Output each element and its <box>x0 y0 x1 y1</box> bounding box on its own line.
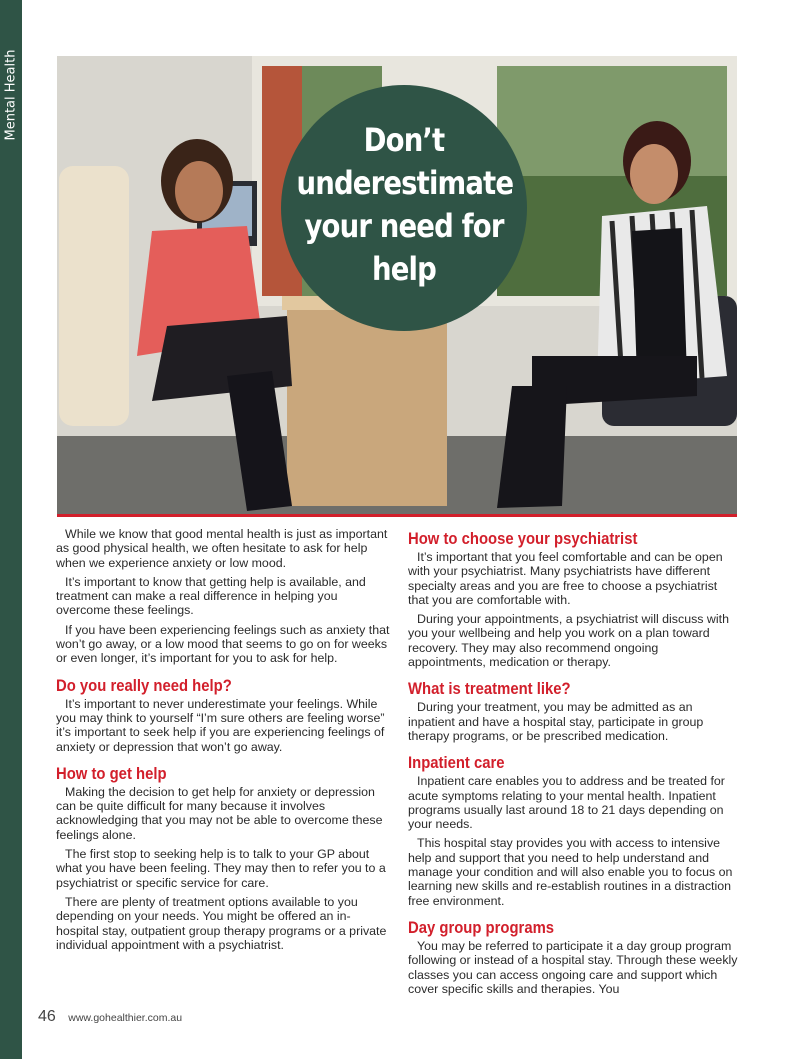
body-paragraph: It’s important that you feel comfortable and can be open with your psychiatrist. Many psychiatrists have different specialty areas and you are free to choose a psychiatrist that you are comfortable with. <box>408 550 723 607</box>
intro-paragraph: It’s important to know that getting help is available, and treatment can make a real difference in helping you overcome these feelings. <box>56 574 366 618</box>
body-paragraph: Inpatient care enables you to address and be treated for acute symptoms relating to your mental health. Inpatient programs usually last around 18 to 21 days depending on your needs. <box>408 774 725 832</box>
body-paragraph: This hospital stay provides you with access to intensive help and support that you need to help understand and manage your condition and will also enable you to focus on learning new skills and re-establish routines in a distraction free environment. <box>408 836 733 908</box>
body-paragraph: Making the decision to get help for anxiety or depression can be quite difficult for many because it involves acknowledging that you may not be able to overcome these feelings alone. <box>56 784 383 842</box>
intro-paragraph: If you have been experiencing feelings such as anxiety that won’t go away, or a low mood that seems to go on for weeks or even longer, it’s important for you to ask for help. <box>56 622 390 666</box>
photo-divider <box>57 514 737 517</box>
section-heading: How to choose your psychiatrist <box>408 530 638 548</box>
intro-paragraph: While we know that good mental health is just as important as good physical health, we often hesitate to ask for help when we experience anxiety or low mood. <box>56 527 388 570</box>
section-heading: Inpatient care <box>408 754 505 773</box>
section-heading: Do you really need help? <box>56 676 232 695</box>
website-url: www.gohealthier.com.au <box>68 1012 183 1024</box>
section-label: Mental Health <box>3 49 19 141</box>
headline-circle <box>281 85 527 331</box>
page-headline: Don’t underestimate your need for help <box>296 121 514 288</box>
section-heading: What is treatment like? <box>408 680 571 699</box>
page-number: 46 <box>38 1008 56 1025</box>
right-column <box>408 529 738 1001</box>
sidebar <box>0 0 22 1059</box>
section-heading: How to get help <box>56 764 167 783</box>
section-heading: Day group programs <box>408 918 555 937</box>
page-footer <box>38 1008 182 1026</box>
left-column <box>56 527 390 957</box>
body-paragraph: During your treatment, you may be admitted as an inpatient and have a hospital stay, participate in group therapy programs, or be prescribed medication. <box>408 700 704 743</box>
body-paragraph: There are plenty of treatment options available to you depending on your needs. You might be offered an in-hospital stay, outpatient group therapy programs or a private individual appointment with a psychiatrist. <box>56 894 387 952</box>
body-paragraph: During your appointments, a psychiatrist will discuss with you your wellbeing and help you work on a plan toward recovery. They may also recommend ongoing appointments, medication or therapy. <box>408 612 729 670</box>
body-paragraph: You may be referred to participate it a day group program following or instead of a hospital stay. Through these weekly classes you can access ongoing care and support which cover specific skills and therapies. You <box>408 938 738 996</box>
body-paragraph: It’s important to never underestimate your feelings. While you may think to yourself “I’m sure others are feeling worse” it’s important to seek help if you are experiencing feelings of anxiety or depression that won’t go away. <box>56 696 385 754</box>
body-paragraph: The first stop to seeking help is to talk to your GP about what you have been feeling. They may then to refer you to a psychiatrist or specific service for care. <box>56 847 386 890</box>
